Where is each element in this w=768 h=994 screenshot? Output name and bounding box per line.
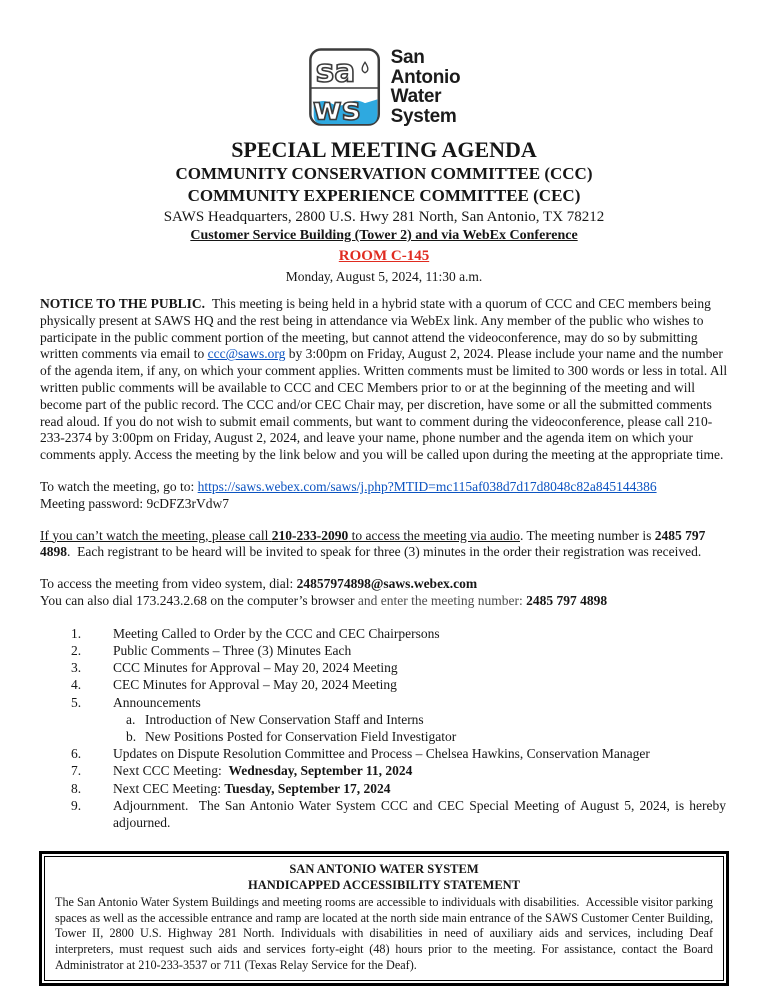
next-ccc-meeting-label: Next CCC Meeting: <box>113 763 229 779</box>
agenda-subitem-5a <box>126 711 728 728</box>
agenda-item-9 <box>40 797 728 831</box>
audio-meeting-number: 2485 797 4898 <box>40 527 706 560</box>
agenda-item-number: 8. <box>71 780 82 796</box>
watch-meeting-prefix: To watch the meeting, go to: <box>40 478 198 494</box>
watch-meeting-line <box>40 479 728 496</box>
agenda-subitem-text: Introduction of New Conservation Staff and Interns <box>145 711 424 727</box>
saws-logo-wordmark <box>391 48 461 126</box>
video-dial-address: 24857974898@saws.webex.com <box>296 576 478 592</box>
audio-instruction-underlined <box>40 528 520 543</box>
audio-phone-number: 210-233-2090 <box>271 527 349 543</box>
next-cec-meeting-label: Next CEC Meeting: <box>113 780 225 796</box>
next-ccc-meeting-date: Wednesday, September 11, 2024 <box>228 763 413 779</box>
accessibility-statement-title: HANDICAPPED ACCESSIBILITY STATEMENT <box>247 878 521 893</box>
agenda-subitem-letter: b. <box>126 728 137 744</box>
logo-word-antonio: Antonio <box>390 66 461 88</box>
saws-logo-icon <box>308 46 384 128</box>
agenda-item-1 <box>40 625 728 642</box>
logo-word-water: Water <box>390 86 442 107</box>
meeting-location: Customer Service Building (Tower 2) and via WebEx Conference <box>190 228 578 243</box>
audio-instruction-text-b: to access the meeting via audio <box>348 527 520 543</box>
audio-registrant-text: . Each registrant to be heard will be invited to speak for three (3) minutes in the order their registration was received. <box>67 544 702 560</box>
meeting-address: SAWS Headquarters, 2800 U.S. Hwy 281 North, San Antonio, TX 78212 <box>163 209 605 225</box>
svg-text:sa: sa <box>315 53 356 90</box>
agenda-item-3 <box>40 659 728 676</box>
agenda-subitem-letter: a. <box>126 711 136 727</box>
agenda-item-text <box>113 762 728 779</box>
accessibility-statement-body: The San Antonio Water System Buildings and meeting rooms are accessible to individuals with disabilities. Accessible visitor parking spaces as well as the accessible entrance and ramp are located at the north side main entrance of the SAWS Customer Center Building, Tower II, 2800 U.S. Highway 281 North. Individuals with disabilities in need of auxiliary aids and services, including Deaf interpreters, must request such aids and services forty-eight (48) hours prior to the meeting. For assistance, contact the Board Administrator at 210-233-3537 or 711 (Texas Relay Service for the Deaf). <box>55 895 713 972</box>
agenda-item-text: CEC Minutes for Approval – May 20, 2024 Meeting <box>113 677 397 693</box>
video-dial-prefix: To access the meeting from video system, dial: <box>40 576 297 592</box>
video-dial-line <box>40 576 728 593</box>
committee-cec-heading: COMMUNITY EXPERIENCE COMMITTEE (CEC) <box>187 185 581 205</box>
agenda-subitem-text: New Positions Posted for Conservation Field Investigator <box>145 728 457 744</box>
agenda-item-7 <box>40 762 728 779</box>
audio-instruction-text-a: If you can’t watch the meeting, please call <box>40 527 272 543</box>
logo-word-system: System <box>390 105 457 127</box>
logo-word-san: San <box>390 47 425 68</box>
agenda-item-8 <box>40 780 728 797</box>
agenda-item-number: 3. <box>71 660 82 676</box>
agenda-item-number: 2. <box>71 642 82 658</box>
agenda-item-5 <box>40 694 728 711</box>
saws-logo <box>40 0 728 128</box>
meeting-room <box>40 247 728 265</box>
agenda-item-text: Announcements <box>113 694 201 710</box>
agenda-item-number: 5. <box>71 694 82 710</box>
accessibility-statement-box <box>44 856 724 981</box>
room-number: ROOM C-145 <box>338 248 430 264</box>
audio-meeting-number-text: . The meeting number is <box>519 527 655 543</box>
comment-email-link[interactable]: ccc@saws.org <box>207 346 286 362</box>
agenda-item-text: Updates on Dispute Resolution Committee and Process – Chelsea Hawkins, Conservation Manager <box>113 746 650 762</box>
agenda-item-text <box>113 780 728 797</box>
webex-meeting-link[interactable]: https://saws.webex.com/saws/j.php?MTID=mc115af038d7d17d8048c82a845144386 <box>197 478 657 494</box>
agenda-item-2 <box>40 642 728 659</box>
agenda-item-6 <box>40 745 728 762</box>
watch-meeting-section <box>40 479 728 513</box>
browser-dial-text: You can also dial 173.243.2.68 on the computer’s browser <box>40 592 358 608</box>
meeting-datetime: Monday, August 5, 2024, 11:30 a.m. <box>285 269 483 284</box>
agenda-item-4 <box>40 676 728 693</box>
committee-ccc-heading: COMMUNITY CONSERVATION COMMITTEE (CCC) <box>175 164 593 183</box>
agenda-item-text: Meeting Called to Order by the CCC and CEC Chairpersons <box>113 625 440 641</box>
agenda-item-text: Adjournment. The San Antonio Water System CCC and CEC Special Meeting of August 5, 2024, is hereby adjourned. <box>113 797 726 830</box>
agenda-item-text: CCC Minutes for Approval – May 20, 2024 Meeting <box>113 660 398 676</box>
agenda-item-list <box>40 625 728 831</box>
notice-text-after-email: by 3:00pm on Friday, August 2, 2024. Please include your name and the number of the agenda item, if any, on which your comment applies. Written comments must be limited to 300 words or less in total. All written public comments will be available to CCC and CEC Members prior to or at the beginning of the meeting and will become part of the public record. The CCC and/or CEC Chair may, per discretion, have some or all the submitted comments read aloud. If you do not wish to submit email comments, but want to comment during the videoconference, please call 210-233-2374 by 3:00pm on Friday, August 2, 2024, and leave your name, phone number and the agenda item on which your comments apply. Access the meeting by the link below and you will be called upon during the meeting at the appropriate time. <box>40 346 728 463</box>
notice-label: NOTICE TO THE PUBLIC. <box>40 296 206 311</box>
meeting-password-label: Meeting password: <box>40 495 147 511</box>
notice-text-before-email: This meeting is being held in a hybrid state with a quorum of CCC and CEC members being physically present at SAWS HQ and the rest being in attendance via WebEx link. Any member of the public who wishes to participate in the public comment portion of the meeting, but cannot attend the videoconference, may do so by submitting written comments via email to <box>40 296 711 362</box>
audio-access-paragraph <box>40 528 728 562</box>
agenda-item-number: 1. <box>71 625 82 641</box>
agenda-item-number: 9. <box>71 797 82 813</box>
agenda-item-number: 4. <box>71 677 82 693</box>
browser-meeting-number-text: and enter the meeting number: <box>357 592 527 608</box>
agenda-item-number: 7. <box>71 763 82 779</box>
page-title: SPECIAL MEETING AGENDA <box>231 137 537 162</box>
agenda-item-text: Public Comments – Three (3) Minutes Each <box>113 642 352 658</box>
browser-dial-line <box>40 593 728 610</box>
agenda-item-number: 6. <box>71 746 82 762</box>
accessibility-org-title: SAN ANTONIO WATER SYSTEM <box>289 862 479 877</box>
video-access-section <box>40 576 728 610</box>
meeting-password-value: 9cDFZ3rVdw7 <box>146 495 229 511</box>
svg-text:ws: ws <box>312 91 361 128</box>
agenda-subitem-5b <box>126 728 728 745</box>
meeting-password-line <box>40 496 728 513</box>
notice-to-public-paragraph <box>40 296 728 464</box>
browser-meeting-number: 2485 797 4898 <box>526 592 608 608</box>
next-cec-meeting-date: Tuesday, September 17, 2024 <box>224 780 391 796</box>
